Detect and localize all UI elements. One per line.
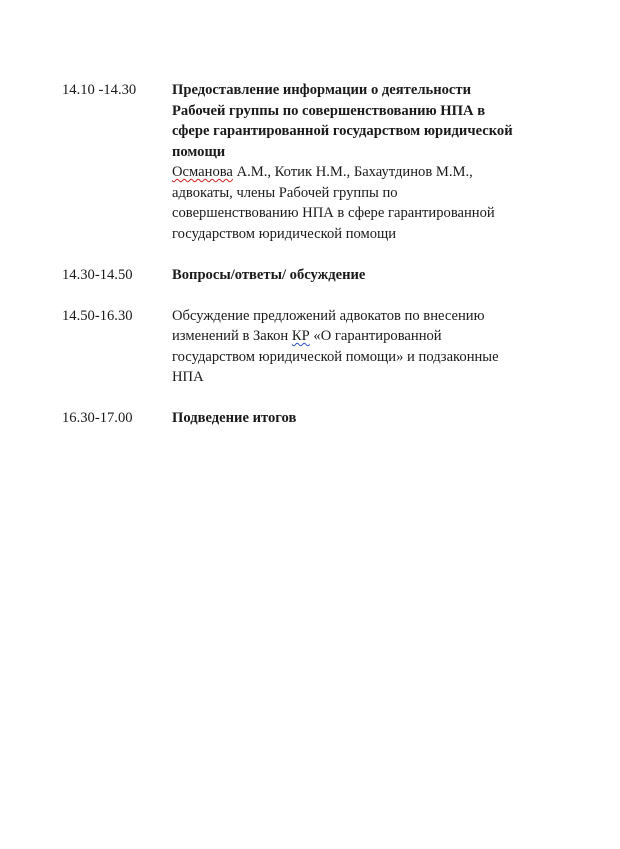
agenda-item-3 [62,306,562,388]
text-line: НПА [172,369,204,385]
agenda-item-title [172,80,562,162]
agenda-item-title: Подведение итогов [172,410,297,426]
title-line: сфере гарантированной государством юридической [172,123,513,139]
agenda-item-4 [62,408,562,429]
text-line: государством юридической помощи» и подзаконные [172,348,499,365]
agenda-item-content [172,80,562,244]
speaker-names: А.М., Котик Н.М., Бахаутдинов М.М., [232,164,473,180]
agenda-item-time: 14.10 -14.30 [62,82,137,98]
abbreviation-kr: КР [291,328,310,344]
agenda-item-content [172,408,562,429]
agenda-list [62,80,562,429]
text-fragment: «О гарантированной [309,328,442,344]
agenda-item-1 [62,80,562,244]
agenda-item-title: Вопросы/ответы/ обсуждение [172,266,366,283]
agenda-item-content [172,306,562,388]
detail-line: государством юридической помощи [172,225,397,242]
title-line: Рабочей группы по совершенствованию НПА в [172,102,486,119]
detail-line: адвокаты, члены Рабочей группы по [172,184,398,201]
agenda-item-2 [62,265,562,286]
detail-line: совершенствованию НПА в сфере гарантированной [172,205,495,221]
title-line: помощи [172,143,226,160]
agenda-item-time: 14.50-16.30 [62,307,133,324]
title-line: Предоставление информации о деятельности [172,82,471,98]
text-line: Обсуждение предложений адвокатов по внесению [172,307,485,324]
agenda-item-time: 14.30-14.50 [62,266,133,283]
text-line [172,326,562,347]
text-fragment: изменений в Закон [172,328,292,344]
speaker-name-misspelled: Османова [172,164,233,180]
agenda-item-content [172,265,562,286]
agenda-item-time: 16.30-17.00 [62,410,133,426]
speakers-line [172,162,562,183]
